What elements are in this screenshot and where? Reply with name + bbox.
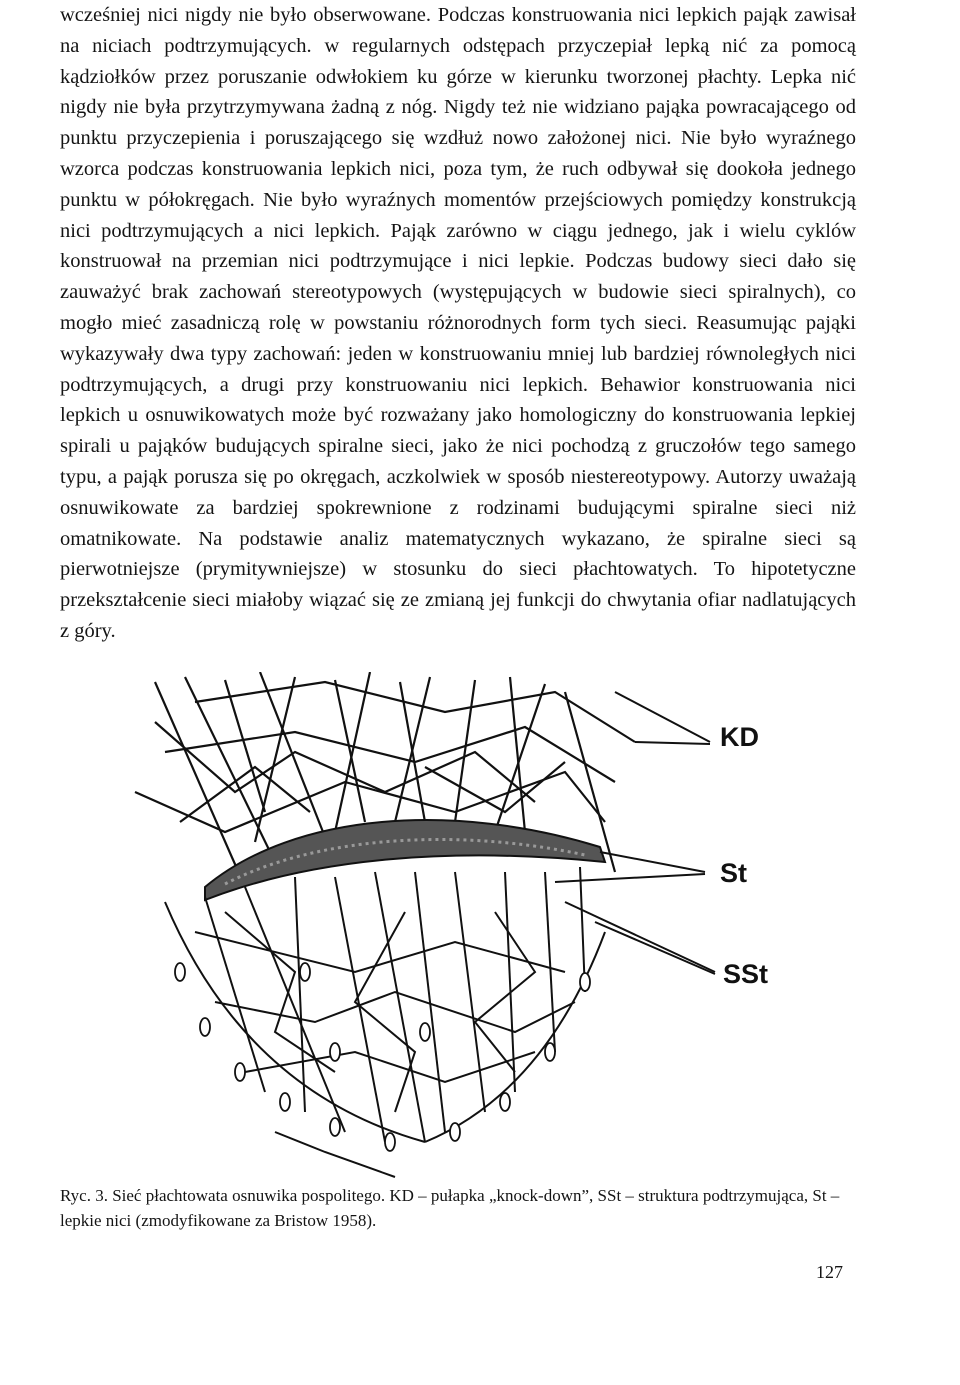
body-paragraph: wcześniej nici nigdy nie było obserwowane. Podczas konstruowania nici lepkich pająk zawisał na niciach podtrzymujących. w regularnych odstępach przyczepiał lepką nić za pomocą kądziołków przez poruszanie odwłokiem ku górze w kierunku tworzonej płachty. Lepka nić nigdy nie była przytrzymywana żadną z nóg. Nigdy też nie widziano pająka powracającego od punktu przyczepienia i poruszającego się wzdłuż nowo założonej nici. Nie było wyraźnego wzorca podczas konstruowania lepkich nici, poza tym, że ruch odbywał się dookoła jednego punktu w półokręgach. Nie było wyraźnych momentów przejściowych pomiędzy konstrukcją nici podtrzymujących a nici lepkich. Pająk zarówno w ciągu jednego, jak i wielu cyklów konstruował na przemian nici podtrzymujące i nici lepkie. Podczas budowy sieci dało się zauważyć brak zachowań stereotypowych (występujących w budowie sieci spiralnych), co mogło mieć zasadniczą rolę w powstaniu różnorodnych form tych sieci. Reasumując pająki wykazywały dwa typy zachowań: jeden w konstruowaniu mniej lub bardziej równoległych nici podtrzymujących, a drugi przy konstruowaniu nici lepkich. Behawior konstruowania nici lepkich u osnuwikowatych może być rozważany jako homologiczny do konstruowania lepkiej spirali u pająków budujących spiralne sieci, jako że nici pochodzą z gruczołów tego samego typu, a pająk porusza się po okręgach, aczkolwiek w sposób niestereotypowy. Autorzy uważają osnuwikowate za bardziej spokrewnione z rodzinami budującymi spiralne sieci niż omatnikowate. Na podstawie analiz matematycznych wykazano, że spiralne sieci są pierwotniejsze (prymitywniejsze) w stosunku do sieci płachtowatych. To hipotetyczne przekształcenie sieci miałoby wiązać się ze zmianą jej funkcji do chwytania ofiar nadlatujących z góry.: [60, 4, 856, 642]
sheet-web-figure: [95, 672, 815, 1182]
support-threads: [165, 867, 605, 1177]
label-kd: KD: [720, 722, 759, 752]
pointer-lines: [555, 692, 715, 974]
figure-caption: Ryc. 3. Sieć płachtowata osnuwika pospolitego. KD – pułapka „knock-down”, SSt – struktura podtrzymująca, St – lepkie nici (zmodyfikowane za Bristow 1958).: [60, 1186, 840, 1230]
leaf-debris: [175, 963, 590, 1151]
label-st: St: [720, 858, 747, 888]
page-number: 127: [816, 1262, 843, 1282]
label-sst: SSt: [723, 959, 769, 989]
